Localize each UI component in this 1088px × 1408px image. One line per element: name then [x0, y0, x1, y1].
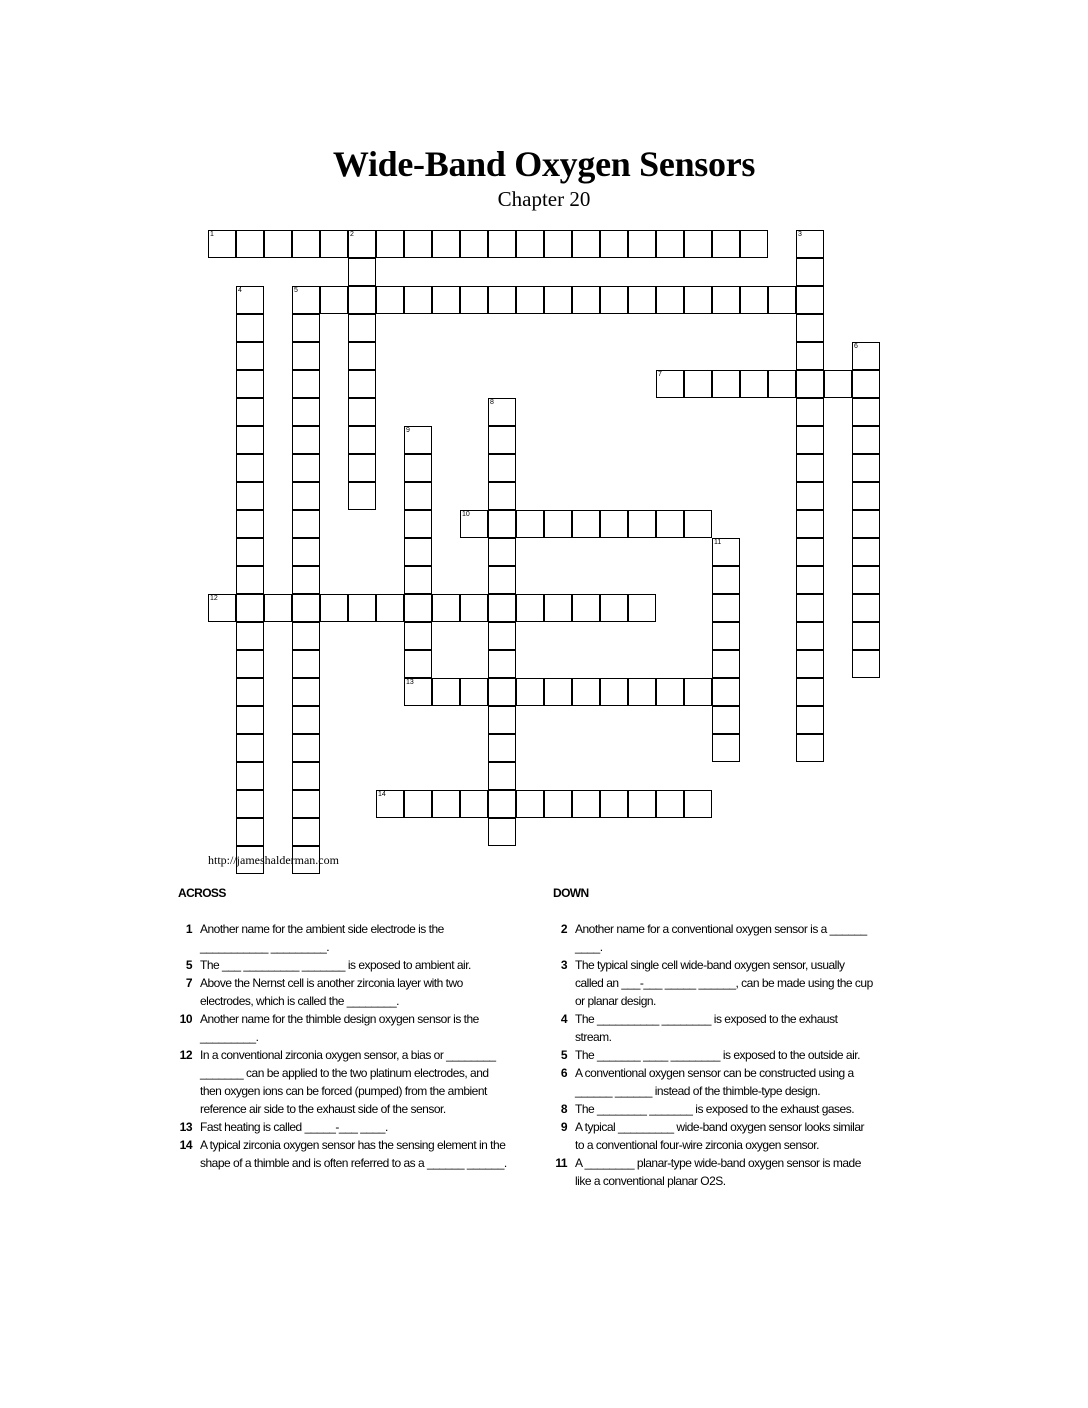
grid-cell[interactable] [600, 510, 628, 538]
grid-cell[interactable] [348, 230, 376, 258]
grid-cell[interactable] [796, 286, 824, 314]
grid-cell[interactable] [488, 706, 516, 734]
grid-cell[interactable] [292, 398, 320, 426]
across-clue [178, 1136, 508, 1172]
grid-cell[interactable] [292, 370, 320, 398]
grid-cell[interactable] [236, 678, 264, 706]
across-clue [178, 956, 508, 974]
grid-cell[interactable] [796, 650, 824, 678]
grid-cell[interactable] [404, 482, 432, 510]
grid-cell[interactable] [292, 622, 320, 650]
cell-number: 12 [210, 595, 218, 602]
cell-number: 9 [406, 427, 410, 434]
grid-cell[interactable] [292, 510, 320, 538]
grid-cell[interactable] [516, 510, 544, 538]
grid-cell[interactable] [236, 650, 264, 678]
grid-cell[interactable] [236, 818, 264, 846]
grid-cell[interactable] [264, 230, 292, 258]
grid-cell[interactable] [488, 650, 516, 678]
clue-number: 10 [179, 1012, 192, 1026]
grid-cell[interactable] [684, 678, 712, 706]
grid-cell[interactable] [796, 706, 824, 734]
grid-cell[interactable] [404, 678, 432, 706]
grid-cell[interactable] [292, 342, 320, 370]
grid-cell[interactable] [404, 426, 432, 454]
grid-cell[interactable] [796, 314, 824, 342]
grid-cell[interactable] [432, 678, 460, 706]
grid-cell[interactable] [516, 678, 544, 706]
grid-cell[interactable] [544, 594, 572, 622]
grid-cell[interactable] [432, 594, 460, 622]
grid-cell[interactable] [404, 650, 432, 678]
across-clue [178, 1010, 508, 1046]
grid-cell[interactable] [656, 790, 684, 818]
grid-cell[interactable] [656, 286, 684, 314]
grid-cell[interactable] [712, 594, 740, 622]
clue-number: 1 [185, 922, 192, 936]
grid-cell[interactable] [572, 230, 600, 258]
grid-cell[interactable] [292, 594, 320, 622]
grid-cell[interactable] [488, 594, 516, 622]
grid-cell[interactable] [348, 398, 376, 426]
grid-cell[interactable] [488, 482, 516, 510]
grid-cell[interactable] [488, 818, 516, 846]
clue-text: In a conventional zirconia oxygen sensor, a bias or ________ _______ can be applied to the two platinum electrodes, and then oxygen ions can be forced (pumped) from the ambient reference air side to the exhaust side of the sensor. [200, 1048, 496, 1116]
cell-number: 5 [294, 287, 298, 294]
grid-cell[interactable] [600, 790, 628, 818]
grid-cell[interactable] [236, 230, 264, 258]
grid-cell[interactable] [740, 370, 768, 398]
grid-cell[interactable] [236, 426, 264, 454]
grid-cell[interactable] [488, 678, 516, 706]
down-clue [553, 1154, 875, 1190]
grid-cell[interactable] [572, 594, 600, 622]
grid-cell[interactable] [348, 314, 376, 342]
grid-cell[interactable] [852, 538, 880, 566]
grid-cell[interactable] [236, 482, 264, 510]
clue-number: 7 [185, 976, 192, 990]
grid-cell[interactable] [712, 566, 740, 594]
down-clue [553, 920, 875, 956]
grid-cell[interactable] [796, 258, 824, 286]
cell-number: 13 [406, 679, 414, 686]
grid-cell[interactable] [432, 230, 460, 258]
grid-cell[interactable] [376, 594, 404, 622]
clue-text: A typical zirconia oxygen sensor has the sensing element in the shape of a thimble and is often referred to as a ______ ______. [200, 1138, 507, 1170]
cell-number: 7 [658, 371, 662, 378]
clue-number: 6 [560, 1066, 567, 1080]
grid-cell[interactable] [236, 538, 264, 566]
grid-cell[interactable] [544, 230, 572, 258]
grid-cell[interactable] [712, 286, 740, 314]
grid-cell[interactable] [656, 678, 684, 706]
clue-text: A typical _________ wide-band oxygen sensor looks similar to a conventional four-wire zirconia oxygen sensor. [575, 1120, 865, 1152]
grid-cell[interactable] [824, 370, 852, 398]
grid-cell[interactable] [516, 594, 544, 622]
grid-cell[interactable] [432, 790, 460, 818]
cell-number: 1 [210, 231, 214, 238]
grid-cell[interactable] [292, 454, 320, 482]
grid-cell[interactable] [460, 594, 488, 622]
grid-cell[interactable] [404, 594, 432, 622]
grid-cell[interactable] [628, 286, 656, 314]
grid-cell[interactable] [852, 370, 880, 398]
grid-cell[interactable] [292, 678, 320, 706]
grid-cell[interactable] [488, 538, 516, 566]
clue-number: 5 [185, 958, 192, 972]
grid-cell[interactable] [852, 510, 880, 538]
grid-cell[interactable] [628, 790, 656, 818]
grid-cell[interactable] [796, 454, 824, 482]
grid-cell[interactable] [292, 734, 320, 762]
grid-cell[interactable] [684, 286, 712, 314]
grid-cell[interactable] [236, 342, 264, 370]
grid-cell[interactable] [628, 678, 656, 706]
grid-cell[interactable] [236, 622, 264, 650]
grid-cell[interactable] [236, 734, 264, 762]
grid-cell[interactable] [320, 286, 348, 314]
grid-cell[interactable] [544, 678, 572, 706]
source-url: http://jameshalderman.com [208, 853, 339, 867]
grid-cell[interactable] [404, 286, 432, 314]
grid-cell[interactable] [572, 678, 600, 706]
grid-cell[interactable] [740, 286, 768, 314]
grid-cell[interactable] [236, 566, 264, 594]
grid-cell[interactable] [292, 314, 320, 342]
across-clue [178, 920, 508, 956]
grid-cell[interactable] [740, 230, 768, 258]
grid-cell[interactable] [712, 622, 740, 650]
grid-cell[interactable] [796, 734, 824, 762]
grid-cell[interactable] [684, 370, 712, 398]
grid-cell[interactable] [376, 790, 404, 818]
cell-number: 8 [490, 399, 494, 406]
clue-number: 8 [560, 1102, 567, 1116]
grid-cell[interactable] [320, 594, 348, 622]
grid-cell[interactable] [712, 538, 740, 566]
clue-number: 2 [560, 922, 567, 936]
grid-cell[interactable] [488, 398, 516, 426]
grid-cell[interactable] [852, 566, 880, 594]
down-clue [553, 1064, 875, 1100]
clue-number: 9 [560, 1120, 567, 1134]
grid-cell[interactable] [628, 230, 656, 258]
grid-cell[interactable] [488, 790, 516, 818]
grid-cell[interactable] [292, 286, 320, 314]
grid-cell[interactable] [628, 510, 656, 538]
grid-cell[interactable] [460, 790, 488, 818]
grid-cell[interactable] [236, 706, 264, 734]
down-clue [553, 1118, 875, 1154]
grid-cell[interactable] [600, 594, 628, 622]
grid-cell[interactable] [600, 230, 628, 258]
clue-text: The _______ ____ ________ is exposed to the outside air. [575, 1048, 860, 1062]
grid-cell[interactable] [852, 398, 880, 426]
grid-cell[interactable] [516, 286, 544, 314]
grid-cell[interactable] [516, 790, 544, 818]
grid-cell[interactable] [852, 426, 880, 454]
grid-cell[interactable] [404, 566, 432, 594]
grid-cell[interactable] [796, 398, 824, 426]
grid-cell[interactable] [236, 790, 264, 818]
grid-cell[interactable] [432, 286, 460, 314]
grid-cell[interactable] [292, 566, 320, 594]
cell-number: 10 [462, 511, 470, 518]
grid-cell[interactable] [460, 230, 488, 258]
grid-cell[interactable] [684, 230, 712, 258]
grid-cell[interactable] [712, 230, 740, 258]
grid-cell[interactable] [292, 706, 320, 734]
grid-cell[interactable] [852, 650, 880, 678]
grid-cell[interactable] [292, 818, 320, 846]
down-clue [553, 956, 875, 1010]
grid-cell[interactable] [236, 510, 264, 538]
grid-cell[interactable] [712, 734, 740, 762]
down-clue [553, 1046, 875, 1064]
grid-cell[interactable] [488, 510, 516, 538]
grid-cell[interactable] [600, 286, 628, 314]
grid-cell[interactable] [852, 594, 880, 622]
grid-cell[interactable] [684, 790, 712, 818]
grid-cell[interactable] [320, 230, 348, 258]
grid-cell[interactable] [852, 482, 880, 510]
grid-cell[interactable] [348, 286, 376, 314]
grid-cell[interactable] [376, 230, 404, 258]
page-subtitle: Chapter 20 [497, 187, 591, 211]
clue-text: The ________ _______ is exposed to the exhaust gases. [575, 1102, 855, 1116]
grid-cell[interactable] [796, 566, 824, 594]
cell-number: 3 [798, 231, 802, 238]
cell-number: 4 [238, 287, 242, 294]
clue-number: 11 [555, 1156, 567, 1170]
grid-cell[interactable] [712, 678, 740, 706]
grid-cell[interactable] [488, 426, 516, 454]
clue-text: The __________ ________ is exposed to the exhaust stream. [575, 1012, 838, 1044]
down-clue [553, 1100, 875, 1118]
across-clue [178, 974, 508, 1010]
grid-cell[interactable] [236, 762, 264, 790]
grid-cell[interactable] [348, 426, 376, 454]
grid-cell[interactable] [768, 370, 796, 398]
across-clue [178, 1046, 508, 1118]
grid-cell[interactable] [488, 734, 516, 762]
grid-cell[interactable] [796, 230, 824, 258]
grid-cell[interactable] [600, 678, 628, 706]
grid-cell[interactable] [712, 370, 740, 398]
grid-cell[interactable] [404, 538, 432, 566]
grid-cell[interactable] [796, 594, 824, 622]
grid-cell[interactable] [796, 370, 824, 398]
clue-text: Fast heating is called _____-___ ____. [200, 1120, 388, 1134]
grid-cell[interactable] [348, 454, 376, 482]
grid-cell[interactable] [656, 510, 684, 538]
clue-text: A ________ planar-type wide-band oxygen sensor is made like a conventional planar O2S. [575, 1156, 861, 1188]
grid-cell[interactable] [348, 342, 376, 370]
clue-text: Another name for a conventional oxygen sensor is a ______ ____. [575, 922, 867, 954]
cell-number: 2 [350, 231, 354, 238]
down-clue [553, 1010, 875, 1046]
grid-cell[interactable] [544, 790, 572, 818]
grid-cell[interactable] [488, 454, 516, 482]
grid-cell[interactable] [460, 678, 488, 706]
grid-cell[interactable] [628, 594, 656, 622]
clue-text: The ___ _________ _______ is exposed to ambient air. [200, 958, 471, 972]
grid-cell[interactable] [292, 230, 320, 258]
grid-cell[interactable] [796, 426, 824, 454]
grid-cell[interactable] [404, 230, 432, 258]
grid-cell[interactable] [488, 762, 516, 790]
grid-cell[interactable] [488, 286, 516, 314]
grid-cell[interactable] [236, 594, 264, 622]
clue-text: Another name for the thimble design oxygen sensor is the _________. [200, 1012, 479, 1044]
grid-cell[interactable] [768, 286, 796, 314]
grid-cell[interactable] [852, 342, 880, 370]
clue-number: 3 [560, 958, 567, 972]
grid-cell[interactable] [292, 482, 320, 510]
grid-cell[interactable] [236, 286, 264, 314]
down-heading: DOWN [553, 886, 589, 900]
page-title: Wide-Band Oxygen Sensors [332, 144, 756, 184]
grid-cell[interactable] [796, 342, 824, 370]
grid-cell[interactable] [796, 482, 824, 510]
cell-number: 6 [854, 343, 858, 350]
grid-cell[interactable] [404, 454, 432, 482]
grid-cell[interactable] [712, 650, 740, 678]
grid-cell[interactable] [544, 286, 572, 314]
grid-cell[interactable] [208, 230, 236, 258]
grid-cell[interactable] [684, 510, 712, 538]
grid-cell[interactable] [236, 314, 264, 342]
grid-cell[interactable] [796, 678, 824, 706]
clue-number: 5 [560, 1048, 567, 1062]
grid-cell[interactable] [796, 510, 824, 538]
clue-text: The typical single cell wide-band oxygen sensor, usually called an ___-___ _____ ______, can be made using the cup or planar design. [575, 958, 873, 1008]
clue-number: 14 [179, 1138, 192, 1152]
grid-cell[interactable] [376, 286, 404, 314]
across-clue [178, 1118, 508, 1136]
grid-cell[interactable] [516, 230, 544, 258]
grid-cell[interactable] [544, 510, 572, 538]
grid-cell[interactable] [404, 510, 432, 538]
grid-cell[interactable] [292, 790, 320, 818]
across-heading: ACROSS [178, 886, 226, 900]
grid-cell[interactable] [236, 454, 264, 482]
grid-cell[interactable] [852, 454, 880, 482]
grid-cell[interactable] [292, 762, 320, 790]
grid-cell[interactable] [404, 622, 432, 650]
grid-cell[interactable] [292, 538, 320, 566]
grid-cell[interactable] [712, 706, 740, 734]
grid-cell[interactable] [264, 594, 292, 622]
grid-cell[interactable] [292, 650, 320, 678]
grid-cell[interactable] [348, 370, 376, 398]
clue-text: Another name for the ambient side electrode is the ___________ _________. [200, 922, 444, 954]
grid-cell[interactable] [292, 426, 320, 454]
down-clue-list [553, 920, 875, 1190]
cell-number: 14 [378, 791, 386, 798]
grid-cell[interactable] [460, 510, 488, 538]
clue-text: Above the Nernst cell is another zirconia layer with two electrodes, which is called the ________. [200, 976, 463, 1008]
grid-cell[interactable] [236, 370, 264, 398]
grid-cell[interactable] [348, 594, 376, 622]
clue-number: 4 [560, 1012, 567, 1026]
grid-cell[interactable] [572, 510, 600, 538]
grid-cell[interactable] [572, 790, 600, 818]
grid-cell[interactable] [348, 258, 376, 286]
grid-cell[interactable] [488, 566, 516, 594]
cell-number: 11 [714, 539, 722, 546]
grid-cell[interactable] [488, 230, 516, 258]
grid-cell[interactable] [656, 230, 684, 258]
grid-cell[interactable] [208, 594, 236, 622]
grid-cell[interactable] [348, 482, 376, 510]
clue-number: 13 [179, 1120, 192, 1134]
grid-cell[interactable] [796, 538, 824, 566]
grid-cell[interactable] [656, 370, 684, 398]
across-clue-list [178, 920, 508, 1172]
grid-cell[interactable] [404, 790, 432, 818]
clue-number: 12 [179, 1048, 192, 1062]
grid-cell[interactable] [796, 622, 824, 650]
clue-text: A conventional oxygen sensor can be constructed using a ______ ______ instead of the thimble-type design. [575, 1066, 854, 1098]
grid-cell[interactable] [488, 622, 516, 650]
grid-cell[interactable] [460, 286, 488, 314]
grid-cell[interactable] [852, 622, 880, 650]
grid-cell[interactable] [572, 286, 600, 314]
grid-cell[interactable] [236, 398, 264, 426]
